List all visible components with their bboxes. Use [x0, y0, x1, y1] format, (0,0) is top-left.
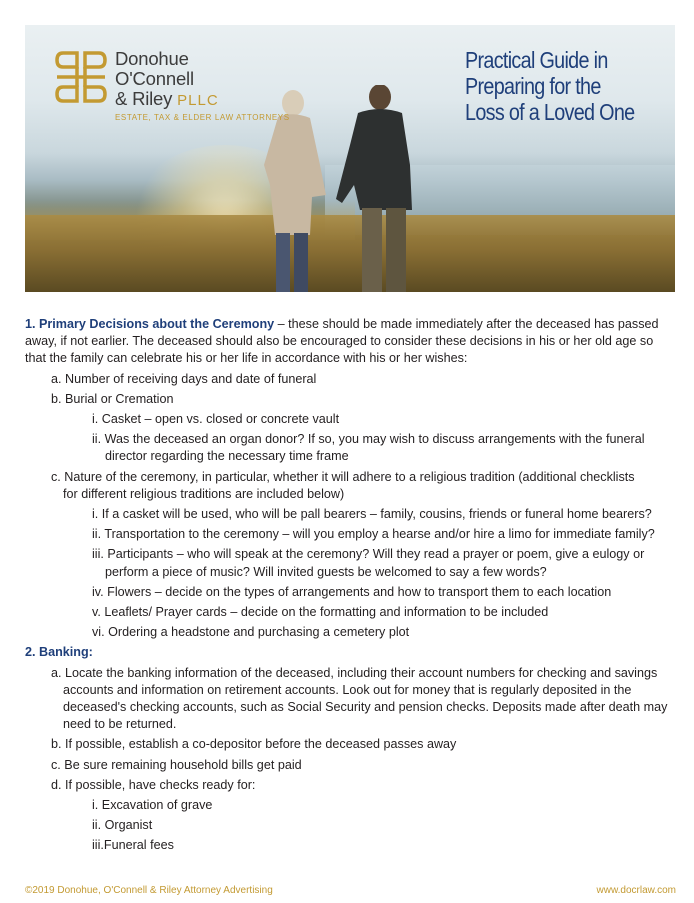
section-1-heading: 1. Primary Decisions about the Ceremony [25, 317, 275, 331]
firm-tagline: ESTATE, TAX & ELDER LAW ATTORNEYS [115, 113, 290, 122]
title-line-1: Practical Guide in [465, 47, 608, 73]
item-1b-i: i. Casket – open vs. closed or concrete vault [92, 412, 340, 427]
item-1b-ii: ii. Was the deceased an organ donor? If so, you may wish to discuss arrangements with the funeral [92, 432, 645, 447]
item-2d-i: i. Excavation of grave [92, 798, 213, 813]
footer-website-link[interactable]: www.docrlaw.com [596, 885, 676, 896]
item-1c-cont: for different religious traditions are included below) [63, 486, 345, 501]
item-2d-ii: ii. Organist [92, 818, 153, 833]
item-2a-cont2: deceased's checking accounts, such as Social Security and pension checks. Deposits made after death may [63, 700, 668, 715]
document-body [25, 316, 675, 855]
section-banking [25, 644, 675, 854]
title-line-2: Preparing for the [465, 73, 601, 99]
footer-copyright: ©2019 Donohue, O'Connell & Riley Attorney Advertising [25, 885, 273, 896]
item-1c-iii: iii. Participants – who will speak at the ceremony? Will they read a prayer or poem, give a eulogy or [92, 547, 645, 562]
item-1b: b. Burial or Cremation [51, 391, 174, 406]
firm-name-line1: Donohue [115, 48, 189, 69]
logo-knot-icon [55, 47, 107, 109]
item-2c: c. Be sure remaining household bills get paid [51, 757, 302, 772]
section-1-intro-line2: away, if not earlier. The deceased should also be encouraged to consider these decisions in his or her old age so [25, 334, 654, 349]
item-2d: d. If possible, have checks ready for: [51, 777, 256, 792]
document-title [465, 47, 637, 125]
firm-suffix: PLLC [177, 92, 219, 109]
item-1b-ii-cont: director regarding the necessary time frame [105, 449, 349, 464]
item-2a-cont1: accounts and information on retirement accounts. Look out for money that is regularly deposited in the [63, 682, 632, 697]
item-2a: a. Locate the banking information of the deceased, including their account numbers for checking and savings [51, 665, 658, 680]
item-1c-i: i. If a casket will be used, who will be pall bearers – family, cousins, friends or funeral home bearers? [92, 507, 652, 522]
hero-photo [25, 25, 675, 292]
item-2b: b. If possible, establish a co-depositor before the deceased passes away [51, 737, 457, 752]
firm-name [115, 49, 315, 111]
item-1c-iv: iv. Flowers – decide on the types of arrangements and how to transport them to each location [92, 584, 612, 599]
section-1-intro: – these should be made immediately after the deceased has passed [274, 317, 659, 331]
item-1c: c. Nature of the ceremony, in particular, whether it will adhere to a religious tradition (additional checklists [51, 469, 635, 484]
title-line-3: Loss of a Loved One [465, 99, 635, 125]
firm-name-line3: & Riley [115, 88, 173, 109]
item-2a-cont3: need to be returned. [63, 717, 177, 732]
item-1c-ii: ii. Transportation to the ceremony – will you employ a hearse and/or hire a limo for immediate family? [92, 527, 655, 542]
item-1c-vi: vi. Ordering a headstone and purchasing a cemetery plot [92, 625, 410, 640]
section-ceremony [25, 316, 675, 641]
firm-name-line2: O'Connell [115, 68, 194, 89]
item-1a: a. Number of receiving days and date of funeral [51, 371, 317, 386]
section-1-intro-line3: that the family can celebrate his or her life in accordance with his or her wishes: [25, 351, 468, 366]
item-2d-iii: iii.Funeral fees [92, 838, 174, 853]
item-1c-iii-cont: perform a piece of music? Will invited guests be welcomed to say a few words? [105, 564, 547, 579]
item-1c-v: v. Leaflets/ Prayer cards – decide on the formatting and information to be included [92, 605, 549, 620]
section-2-heading: 2. Banking: [25, 645, 93, 660]
